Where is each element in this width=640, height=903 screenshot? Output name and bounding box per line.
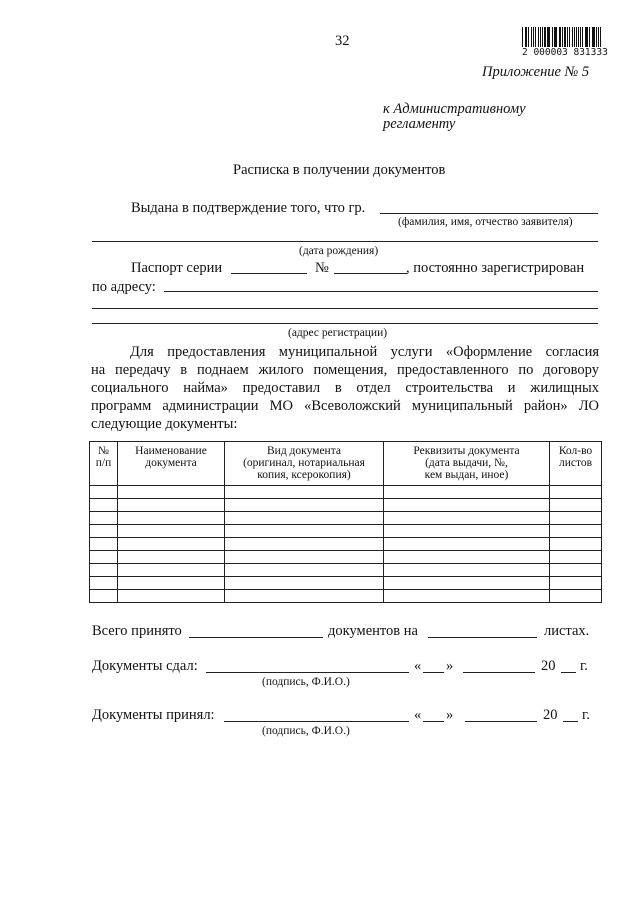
- table-cell[interactable]: [118, 590, 225, 603]
- services-paragraph: [91, 343, 599, 433]
- table-cell[interactable]: [550, 512, 602, 525]
- table-cell[interactable]: [550, 538, 602, 551]
- table-cell[interactable]: [118, 486, 225, 499]
- handed-year-prefix: 20: [541, 658, 556, 674]
- barcode-bar: [567, 27, 569, 47]
- table-cell[interactable]: [118, 512, 225, 525]
- table-row: [90, 486, 602, 499]
- header-number: № п/п: [90, 442, 118, 486]
- table-cell[interactable]: [118, 564, 225, 577]
- table-cell[interactable]: [90, 512, 118, 525]
- barcode-bar: [586, 27, 588, 47]
- table-header-row: [90, 442, 602, 486]
- table-cell[interactable]: [384, 577, 550, 590]
- table-cell[interactable]: [384, 512, 550, 525]
- table-cell[interactable]: [225, 499, 384, 512]
- table-cell[interactable]: [90, 499, 118, 512]
- table-cell[interactable]: [90, 577, 118, 590]
- appendix-title: Приложение № 5: [482, 64, 590, 80]
- appendix-line2: регламенту: [383, 116, 456, 132]
- table-cell[interactable]: [384, 564, 550, 577]
- table-cell[interactable]: [90, 564, 118, 577]
- table-cell[interactable]: [550, 551, 602, 564]
- total-sheets-field[interactable]: [428, 637, 537, 638]
- table-cell[interactable]: [118, 525, 225, 538]
- table-row: [90, 525, 602, 538]
- barcode-bar: [580, 27, 581, 47]
- barcode-bar: [547, 27, 548, 47]
- table-cell[interactable]: [384, 499, 550, 512]
- table-row: [90, 551, 602, 564]
- table-cell[interactable]: [550, 590, 602, 603]
- barcode-bar: [582, 27, 583, 47]
- fio-field-line-2[interactable]: [92, 241, 598, 242]
- barcode-bar: [542, 27, 543, 47]
- barcode-number: 2 000003 831333: [522, 47, 608, 58]
- received-year-prefix: 20: [543, 707, 558, 723]
- barcode-bar: [585, 27, 586, 47]
- barcode-bar: [572, 27, 573, 47]
- table-cell[interactable]: [225, 551, 384, 564]
- barcode-bar: [540, 27, 541, 47]
- received-caption: (подпись, Ф.И.О.): [262, 725, 350, 737]
- table-cell[interactable]: [384, 551, 550, 564]
- total-label-1: Всего принято: [92, 623, 182, 639]
- documents-table: [89, 441, 602, 603]
- received-year-suffix: г.: [582, 707, 590, 723]
- birth-caption: (дата рождения): [299, 245, 379, 257]
- barcode-bar: [531, 27, 532, 47]
- handed-year-suffix: г.: [580, 658, 588, 674]
- table-cell[interactable]: [384, 538, 550, 551]
- table-cell[interactable]: [225, 577, 384, 590]
- table-cell[interactable]: [118, 577, 225, 590]
- barcode-bar: [564, 27, 565, 47]
- handed-quote-close: »: [446, 658, 454, 674]
- received-signature-field[interactable]: [224, 721, 409, 722]
- received-quote-open: «: [414, 707, 422, 723]
- table-row: [90, 564, 602, 577]
- header-doc-type: Вид документа (оригинал, нотариальная копия, ксерокопия): [225, 442, 384, 486]
- barcode-bars: [522, 27, 602, 47]
- barcode-bar: [574, 27, 575, 47]
- handed-year-field[interactable]: [561, 672, 576, 673]
- table-cell[interactable]: [550, 486, 602, 499]
- table-row: [90, 577, 602, 590]
- barcode-bar: [560, 27, 561, 47]
- barcode-bar: [576, 27, 577, 47]
- barcode-bar: [533, 27, 535, 47]
- table-cell[interactable]: [225, 525, 384, 538]
- barcode-bar: [522, 27, 523, 47]
- registered-label: , постоянно зарегистрирован: [406, 260, 585, 276]
- page-number: 32: [335, 33, 350, 49]
- barcode-bar: [548, 27, 550, 47]
- issued-text: Выдана в подтверждение того, что гр.: [131, 200, 366, 216]
- table-cell[interactable]: [225, 564, 384, 577]
- table-cell[interactable]: [550, 577, 602, 590]
- received-quote-close: »: [446, 707, 454, 723]
- barcode-bar: [538, 27, 539, 47]
- received-day-field[interactable]: [423, 721, 444, 722]
- table-cell[interactable]: [225, 486, 384, 499]
- barcode-bar: [569, 27, 570, 47]
- barcode-bar: [535, 27, 536, 47]
- table-cell[interactable]: [225, 512, 384, 525]
- address-field-line-2[interactable]: [92, 308, 598, 309]
- table-row: [90, 499, 602, 512]
- handed-quote-open: «: [414, 658, 422, 674]
- table-cell[interactable]: [384, 525, 550, 538]
- total-label-2: документов на: [328, 623, 418, 639]
- handed-month-field[interactable]: [463, 672, 535, 673]
- passport-series-field[interactable]: [231, 273, 307, 274]
- received-year-field[interactable]: [563, 721, 578, 722]
- table-cell[interactable]: [225, 538, 384, 551]
- barcode-bar: [525, 27, 526, 47]
- table-cell[interactable]: [384, 486, 550, 499]
- paragraph-line-4: программ администрации МО «Всеволожский муниципальный район» ЛО: [91, 398, 599, 414]
- address-field-line-3[interactable]: [92, 323, 598, 324]
- header-doc-details: Реквизиты документа (дата выдачи, №, кем выдан, иное): [384, 442, 550, 486]
- table-cell[interactable]: [225, 590, 384, 603]
- table-cell[interactable]: [550, 564, 602, 577]
- table-row: [90, 538, 602, 551]
- table-row: [90, 590, 602, 603]
- table-cell[interactable]: [90, 525, 118, 538]
- barcode-bar: [598, 27, 599, 47]
- header-sheet-count: Кол-во листов: [550, 442, 602, 486]
- appendix-line1: к Административному: [383, 101, 526, 117]
- passport-series-label: Паспорт серии: [131, 260, 223, 276]
- address-field-line-1[interactable]: [164, 291, 598, 292]
- paragraph-line-3: социального найма» предоставил в отдел строительства и жилищных: [91, 380, 599, 396]
- barcode-bar: [589, 27, 590, 47]
- table-cell[interactable]: [118, 499, 225, 512]
- table-cell[interactable]: [550, 525, 602, 538]
- handed-label: Документы сдал:: [92, 658, 198, 674]
- fio-caption: (фамилия, имя, отчество заявителя): [398, 216, 573, 228]
- barcode-bar: [578, 27, 579, 47]
- header-doc-name: Наименование документа: [118, 442, 225, 486]
- table-row: [90, 512, 602, 525]
- total-label-3: листах.: [544, 623, 590, 639]
- passport-number-field[interactable]: [334, 273, 407, 274]
- passport-number-label: №: [315, 260, 329, 276]
- fio-field-line[interactable]: [380, 213, 598, 214]
- paragraph-line-5: следующие документы:: [91, 416, 238, 432]
- received-month-field[interactable]: [465, 721, 537, 722]
- table-cell[interactable]: [550, 499, 602, 512]
- handed-caption: (подпись, Ф.И.О.): [262, 676, 350, 688]
- barcode-bar: [528, 27, 529, 47]
- barcode-bar: [526, 27, 527, 47]
- paragraph-line-1: Для предоставления муниципальной услуги «Оформление согласия: [130, 344, 599, 360]
- table-cell[interactable]: [90, 590, 118, 603]
- paragraph-line-2: на передачу в поднаем жилого помещения, предоставленного по договору: [91, 362, 599, 378]
- table-cell[interactable]: [90, 486, 118, 499]
- barcode-bar: [555, 27, 556, 47]
- barcode-bar: [593, 27, 594, 47]
- barcode-bar: [554, 27, 555, 47]
- barcode-bar: [600, 27, 601, 47]
- address-label: по адресу:: [92, 279, 156, 295]
- barcode-bar: [562, 27, 563, 47]
- table-cell[interactable]: [118, 538, 225, 551]
- total-docs-field[interactable]: [189, 637, 323, 638]
- table-cell[interactable]: [90, 538, 118, 551]
- barcode-bar: [552, 27, 553, 47]
- barcode-bar: [544, 27, 545, 47]
- received-label: Документы принял:: [92, 707, 215, 723]
- barcode-bar: [559, 27, 560, 47]
- table-cell[interactable]: [90, 551, 118, 564]
- address-caption: (адрес регистрации): [288, 327, 388, 339]
- barcode: [522, 27, 608, 58]
- barcode-bar: [596, 27, 597, 47]
- handed-signature-field[interactable]: [206, 672, 409, 673]
- table-cell[interactable]: [118, 551, 225, 564]
- table-cell[interactable]: [384, 590, 550, 603]
- barcode-bar: [592, 27, 593, 47]
- document-title: Расписка в получении документов: [233, 162, 446, 178]
- handed-day-field[interactable]: [423, 672, 444, 673]
